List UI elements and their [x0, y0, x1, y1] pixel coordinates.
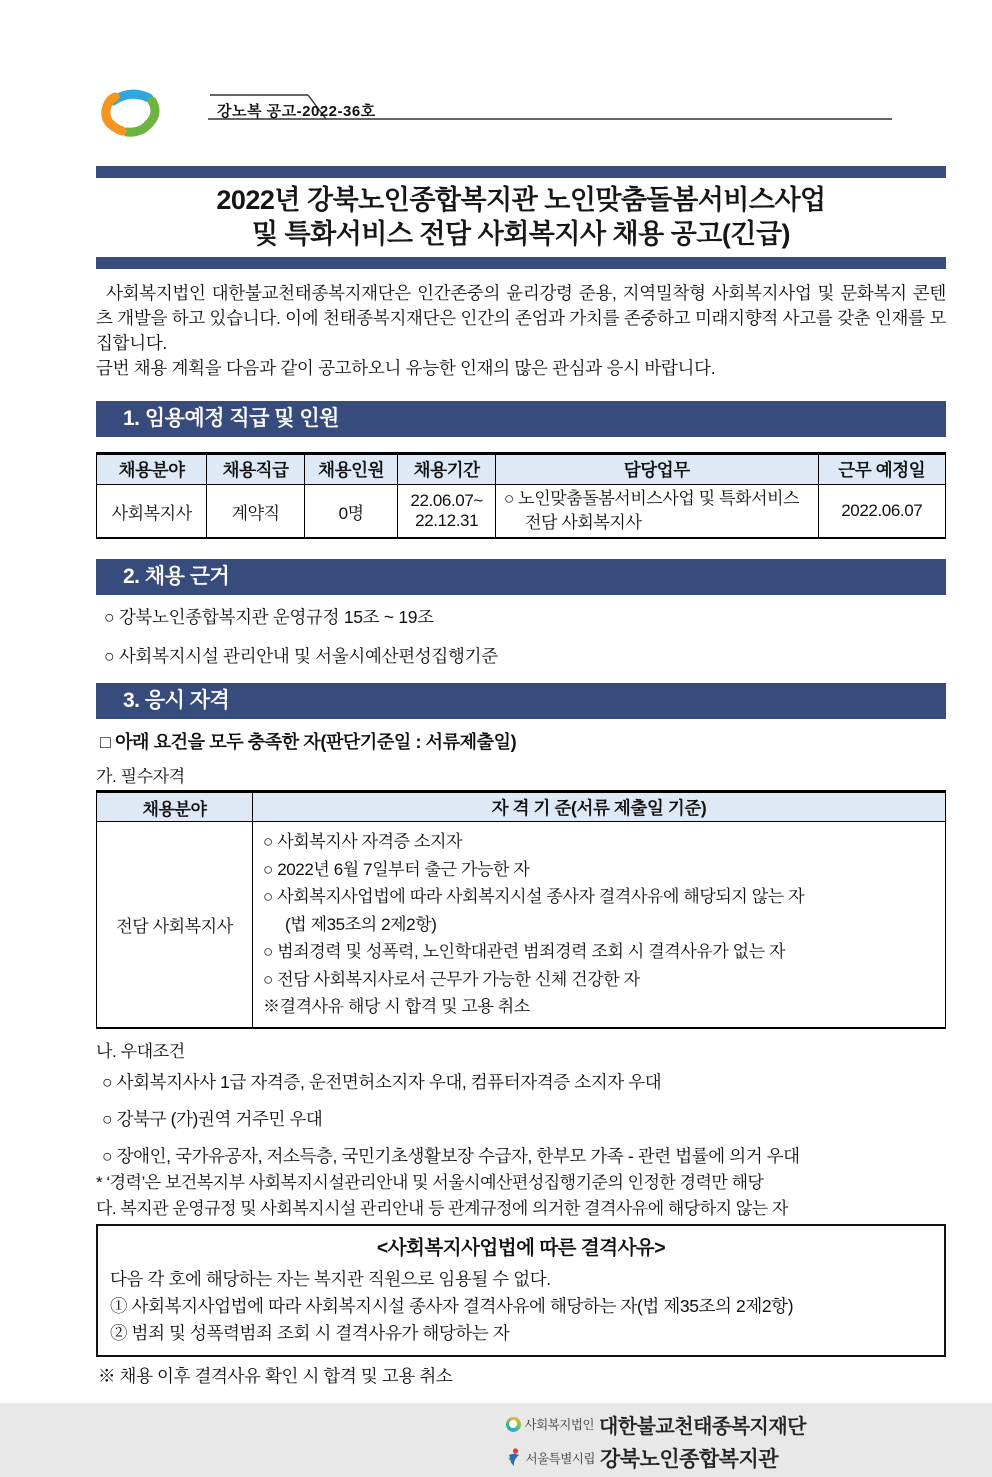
duty-line2: 전담 사회복지사 [524, 513, 642, 532]
title-block [96, 166, 946, 269]
intro-paragraph-2: 금번 채용 계획을 다음과 같이 공고하오니 유능한 인재의 많은 관심과 응시 바랍니다. [96, 358, 716, 378]
page-title [96, 178, 946, 257]
disqualification-line: 다음 각 호에 해당하는 자는 복지관 직원으로 임용될 수 없다. [110, 1268, 551, 1289]
title-top-bar [96, 166, 946, 178]
duty-line1: ○ 노인맞춤돌봄서비스사업 및 특화서비스 [503, 489, 800, 508]
recruitment-table-header-row [97, 454, 946, 485]
list-item: ○ 강북노인종합복지관 운영규정 15조 ~ 19조 [104, 607, 434, 627]
page-title-line1: 2022년 강북노인종합복지관 노인맞춤돌봄서비스사업 [216, 185, 826, 215]
cell-count: 0명 [304, 485, 397, 539]
disqualification-box [96, 1224, 946, 1357]
intro-paragraph-1: 사회복지법인 대한불교천태종복지재단은 인간존중의 윤리강령 준용, 지역밀착형 사회복지사업 및 문화복지 콘텐츠 개발을 하고 있습니다. 이에 천태종복지재단은 인간의 존엄과 가치를 존중하고 미래지향적 사고를 갖춘 인재를 모집합니다. [96, 283, 946, 353]
center-person-icon [506, 1448, 522, 1467]
org-row-foundation [506, 1410, 806, 1439]
footer [96, 1388, 946, 1471]
cell-duty [495, 485, 818, 539]
title-bottom-bar [96, 257, 946, 269]
org-name: 강북노인종합복지관 [599, 1447, 779, 1471]
period-line1: 22.06.07~ [410, 491, 483, 510]
col-start-date: 근무 예정일 [818, 454, 945, 485]
qualification-header-row [97, 792, 946, 822]
org-row-center [506, 1443, 806, 1473]
col-period: 채용기간 [398, 454, 496, 485]
cell-field: 전담 사회복지사 [97, 822, 253, 1028]
section2-list [96, 605, 946, 669]
criteria-line: ○ 2022년 6월 7일부터 출근 가능한 자 [263, 859, 530, 879]
col-count: 채용인원 [304, 454, 397, 485]
cancel-note: ※ 채용 이후 결격사유 확인 시 합격 및 고용 취소 [98, 1365, 453, 1386]
period-line2: 22.12.31 [415, 511, 479, 530]
col-field: 채용분야 [97, 792, 253, 822]
section1-header: 1. 임용예정 직급 및 인원 [96, 401, 946, 437]
sub-label-c: 다. 복지관 운영규정 및 사회복지시설 관리안내 등 관계규정에 의거한 결격사유에 해당하지 않는 자 [96, 1198, 788, 1218]
list-item: ○ 사회복지시설 관리안내 및 서울시예산편성집행기준 [104, 646, 498, 666]
intro [96, 281, 946, 381]
col-field: 채용분야 [97, 454, 207, 485]
career-note: * ‘경력’은 보건복지부 사회복지시설관리안내 및 서울시예산편성집행기준의 인정한 경력만 해당 [96, 1172, 764, 1192]
col-criteria: 자 격 기 준(서류 제출일 기준) [253, 792, 946, 822]
table-row [97, 485, 946, 539]
criteria-line: ○ 전담 사회복지사로서 근무가 가능한 신체 건강한 자 [263, 969, 640, 989]
col-grade: 채용직급 [207, 454, 305, 485]
cell-start-date: 2022.06.07 [818, 485, 945, 539]
org-name: 대한불교천태종복지재단 [598, 1415, 806, 1438]
disqualification-box-title: <사회복지사업법에 따른 결격사유> [376, 1236, 666, 1259]
qualification-table [96, 790, 946, 1029]
document-content [96, 0, 946, 1471]
table-row [97, 822, 946, 1028]
criteria-line: ○ 사회복지사업법에 따라 사회복지시설 종사자 결격사유에 해당되지 않는 자 [263, 887, 805, 906]
disqualification-line: ① 사회복지사업법에 따라 사회복지시설 종사자 결격사유에 해당하는 자(법 제35조의 2제2항) [110, 1295, 794, 1316]
foundation-ring-icon [506, 1417, 521, 1432]
sub-label-b: 나. 우대조건 [96, 1041, 185, 1061]
criteria-line: ※결격사유 해당 시 합격 및 고용 취소 [263, 997, 530, 1016]
cell-criteria [253, 822, 946, 1028]
recruitment-table [96, 452, 946, 539]
page-title-line2: 및 특화서비스 전담 사회복지사 채용 공고(긴급) [251, 219, 791, 249]
cell-field: 사회복지사 [97, 485, 207, 539]
org-prefix: 서울특별시립 [525, 1451, 595, 1466]
list-item: ○ 장애인, 국가유공자, 저소득층, 국민기초생활보장 수급자, 한부모 가족 - 관련 법률에 의거 우대 [102, 1145, 800, 1166]
preference-list [96, 1070, 946, 1169]
sub-label-a: 가. 필수자격 [96, 767, 185, 786]
col-duty: 담당업무 [495, 454, 818, 485]
criteria-line: (법 제35조의 2제2항) [285, 914, 437, 934]
list-item: ○ 강북구 (가)권역 거주민 우대 [102, 1108, 323, 1129]
disqualification-line: ② 범죄 및 성폭력범죄 조회 시 결격사유가 해당하는 자 [110, 1322, 510, 1343]
criteria-line: ○ 사회복지사 자격증 소지자 [263, 832, 463, 851]
section2-header: 2. 채용 근거 [96, 559, 946, 595]
cell-period [398, 485, 496, 539]
doc-header [96, 86, 946, 150]
footer-orgs [506, 1410, 806, 1477]
org-prefix: 사회복지법인 [524, 1418, 594, 1432]
list-item: ○ 사회복지사사 1급 자격증, 운전면허소지자 우대, 컴퓨터자격증 소지자 우대 [102, 1071, 662, 1092]
cell-grade: 계약직 [207, 485, 305, 539]
section3-header: 3. 응시 자격 [96, 683, 946, 719]
requirement-head: □ 아래 요건을 모두 충족한 자(판단기준일 : 서류제출일) [100, 732, 517, 752]
doc-number: 강노복 공고-2022-36호 [217, 103, 376, 120]
criteria-line: ○ 범죄경력 및 성폭력, 노인학대관련 범죄경력 조회 시 결격사유가 없는 자 [263, 942, 786, 961]
